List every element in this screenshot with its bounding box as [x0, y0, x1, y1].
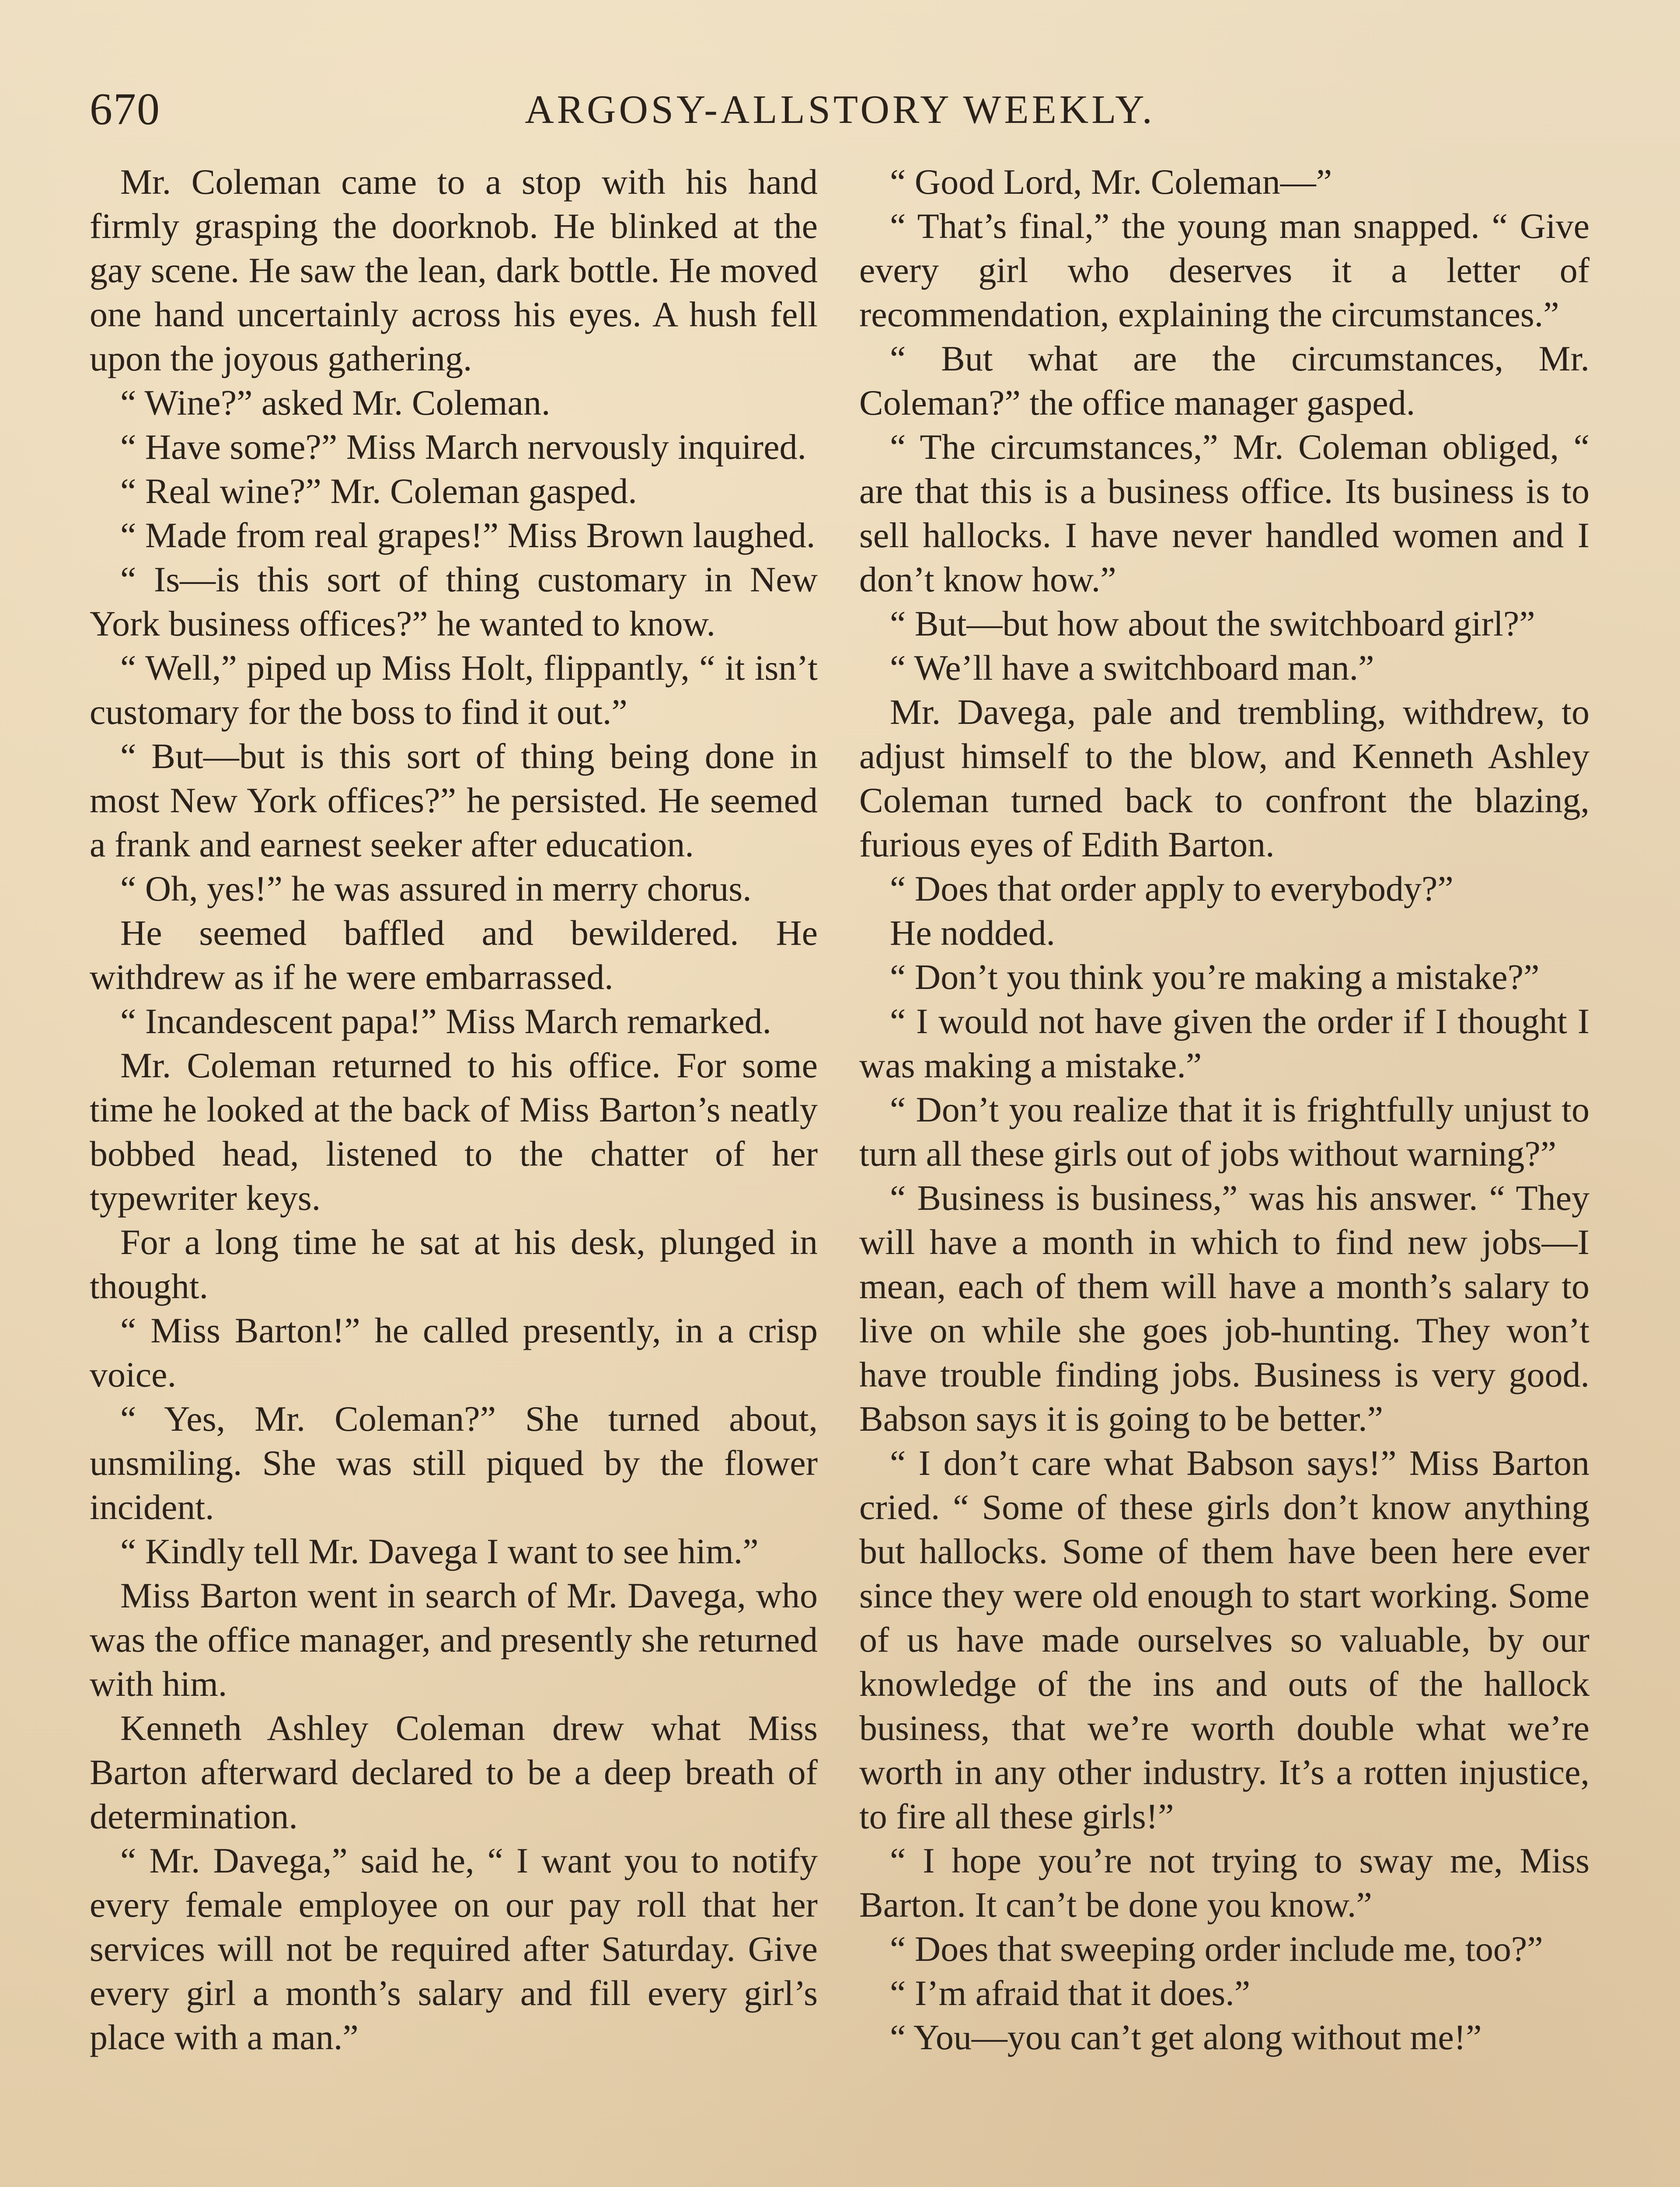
left-column	[90, 160, 818, 2059]
paragraph: For a long time he sat at his desk, plunged in thought.	[90, 1222, 818, 1306]
paragraph: “ Is—is this sort of thing customary in New York business offices?” he wanted to know.	[90, 559, 818, 643]
right-column	[859, 160, 1589, 2059]
paragraph: “ Kindly tell Mr. Davega I want to see him.”	[120, 1531, 759, 1571]
paragraph: Mr. Coleman returned to his office. For some time he looked at the back of Miss Barton’s neatly bobbed head, listened to the chatter of her typewriter keys.	[90, 1045, 818, 1218]
paragraph: “ We’ll have a switchboard man.”	[890, 648, 1374, 688]
paragraph: “ But—but is this sort of thing being done in most New York offices?” he persisted. He seemed a frank and earnest seeker after education.	[90, 736, 818, 864]
paragraph: “ Oh, yes!” he was assured in merry chorus.	[120, 869, 752, 908]
paragraph: “ Does that sweeping order include me, too?”	[890, 1929, 1543, 1969]
running-head: ARGOSY-ALLSTORY WEEKLY.	[525, 87, 1155, 132]
paragraph: “ The circumstances,” Mr. Coleman obliged, “ are that this is a business office. Its business is to sell hallocks. I have never handled women and I don’t know how.”	[859, 427, 1589, 599]
paragraph: He nodded.	[890, 913, 1056, 953]
paragraph: “ Don’t you realize that it is frightfully unjust to turn all these girls out of jobs without warning?”	[859, 1090, 1589, 1174]
paragraph: “ Have some?” Miss March nervously inquired.	[120, 427, 806, 467]
paragraph: Kenneth Ashley Coleman drew what Miss Barton afterward declared to be a deep breath of determination.	[90, 1708, 818, 1836]
paragraph: Mr. Coleman came to a stop with his hand firmly grasping the doorknob. He blinked at the gay scene. He saw the lean, dark bottle. He moved one hand uncertainly across his eyes. A hush fell upon the joyous gathering.	[90, 162, 818, 378]
paragraph: “ Made from real grapes!” Miss Brown laughed.	[120, 515, 816, 555]
paragraph: “ Don’t you think you’re making a mistake?”	[890, 957, 1540, 997]
paragraph: “ Business is business,” was his answer. “ They will have a month in which to find new jobs—I mean, each of them will have a month’s salary to live on while she goes job-hunting. They won’t have trouble finding jobs. Business is very good. Babson says it is going to be better.”	[859, 1178, 1589, 1439]
paragraph: “ Incandescent papa!” Miss March remarked.	[120, 1001, 771, 1041]
paragraph: “ I hope you’re not trying to sway me, Miss Barton. It can’t be done you know.”	[859, 1841, 1589, 1925]
paragraph: “ Well,” piped up Miss Holt, flippantly, “ it isn’t customary for the boss to find it out.”	[90, 648, 818, 732]
paragraph: “ You—you can’t get along without me!”	[890, 2017, 1482, 2057]
paragraph: “ Miss Barton!” he called presently, in a crisp voice.	[90, 1310, 818, 1394]
paragraph: Mr. Davega, pale and trembling, withdrew, to adjust himself to the blow, and Kenneth Ashley Coleman turned back to confront the blazing, furious eyes of Edith Barton.	[859, 692, 1589, 864]
page-header	[0, 74, 1680, 144]
paragraph: Miss Barton went in search of Mr. Davega, who was the office manager, and presently she returned with him.	[90, 1576, 818, 1704]
paragraph: “ I would not have given the order if I thought I was making a mistake.”	[859, 1001, 1589, 1085]
paragraph: “ Does that order apply to everybody?”	[890, 869, 1453, 908]
paragraph: “ Real wine?” Mr. Coleman gasped.	[120, 471, 637, 511]
paragraph: “ Mr. Davega,” said he, “ I want you to notify every female employee on our pay roll that her services will not be required after Saturday. Give every girl a month’s salary and fill every girl’s place with a man.”	[90, 1841, 818, 2057]
page-number: 670	[90, 84, 160, 134]
paragraph: “ Good Lord, Mr. Coleman—”	[890, 162, 1332, 202]
paragraph: “ But what are the circumstances, Mr. Coleman?” the office manager gasped.	[859, 339, 1589, 423]
paragraph: “ Wine?” asked Mr. Coleman.	[120, 383, 551, 423]
paragraph: “ That’s final,” the young man snapped. “ Give every girl who deserves it a letter of recommendation, explaining the circumstances.”	[859, 206, 1589, 334]
paragraph: He seemed baffled and bewildered. He withdrew as if he were embarrassed.	[90, 913, 818, 997]
paragraph: “ Yes, Mr. Coleman?” She turned about, unsmiling. She was still piqued by the flower incident.	[90, 1399, 818, 1527]
paragraph: “ I don’t care what Babson says!” Miss Barton cried. “ Some of these girls don’t know anything but hallocks. Some of them have been here ever since they were old enough to start working. Some of us have made ourselves so valuable, by our knowledge of the ins and outs of the hallock business, that we’re worth double what we’re worth in any other industry. It’s a rotten injustice, to fire all these girls!”	[859, 1443, 1589, 1836]
paragraph: “ But—but how about the switchboard girl?”	[890, 604, 1535, 643]
paragraph: “ I’m afraid that it does.”	[890, 1973, 1251, 2013]
